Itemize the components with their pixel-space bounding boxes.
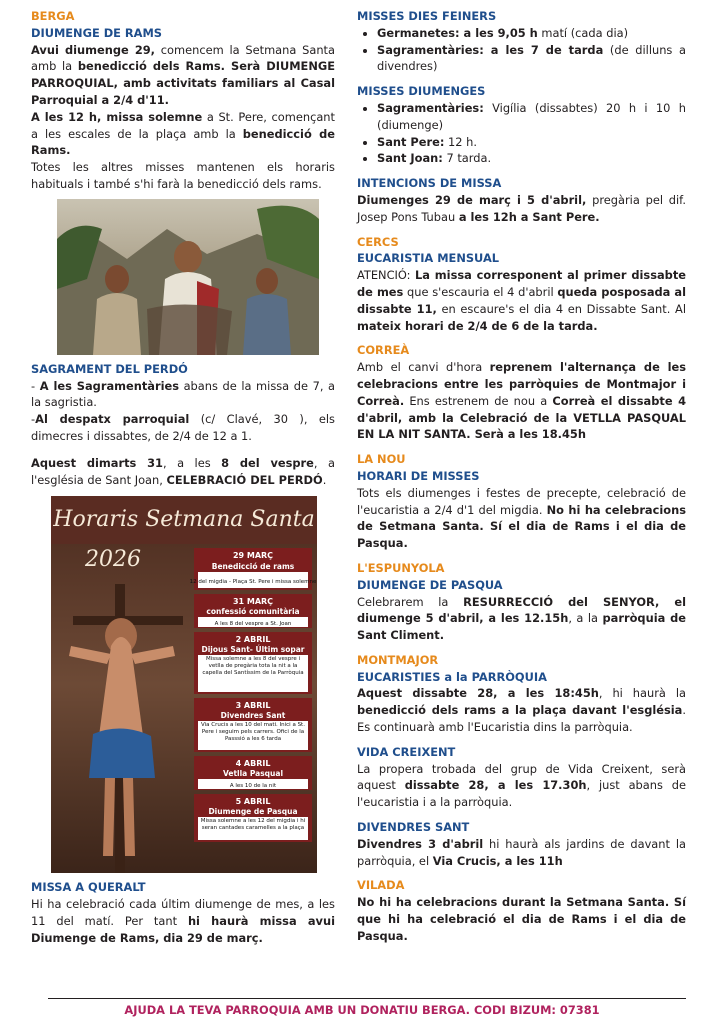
section-la-nou: LA NOU xyxy=(357,452,406,467)
svg-text:29 MARÇ: 29 MARÇ xyxy=(232,551,274,561)
palm-sunday-image xyxy=(57,199,319,355)
poster-year: 2026 xyxy=(85,547,141,573)
heading-diumenge-de-pasqua: DIUMENGE DE PASQUA xyxy=(357,577,503,592)
heading-divendres-sant: DIVENDRES SANT xyxy=(357,820,470,835)
svg-text:Vetlla Pasqual: Vetlla Pasqual xyxy=(222,769,284,779)
vida-creixent-paragraph: La propera trobada del grup de Vida Creixent, serà aquest dissabte 28, a les 17.30h, just abans de l'eucaristia i a la parròquia. xyxy=(357,761,686,810)
svg-text:31 MARÇ: 31 MARÇ xyxy=(232,597,274,607)
perdo-line-2: -Al despatx parroquial (c/ Clavé, 30 ), els dimecres i dissabtes, de 2/4 de 12 a 1. xyxy=(31,412,335,443)
poster-item xyxy=(194,756,312,790)
rams-paragraph-2: A les 12 h, missa solemne a St. Pere, començant a les escales de la plaça amb la benedicció de Rams. xyxy=(31,109,335,158)
vilada-paragraph: No hi ha celebracions durant la Setmana Santa. Sí que hi ha celebració el dia de Rams i el dia de Pasqua. xyxy=(357,895,686,943)
la-nou-paragraph: Tots els diumenges i festes de precepte, celebració de l'eucaristia a 2/4 d'1 del migdia. No hi ha celebracions de Setmana Santa. Sí el dia de Rams i el dia de Pasqua. xyxy=(357,485,686,551)
heading-intencions-de-missa: INTENCIONS DE MISSA xyxy=(357,176,502,191)
list-item: • Germanetes: a les 9,05 h matí (cada dia) xyxy=(377,25,686,42)
svg-text:4 ABRIL: 4 ABRIL xyxy=(235,759,271,769)
rams-paragraph-3: Totes les altres misses mantenen els horaris habituals i també s'hi farà la benedicció dels rams. xyxy=(31,160,335,191)
section-montmajor: MONTMAJOR xyxy=(357,652,439,667)
svg-text:3 ABRIL: 3 ABRIL xyxy=(235,701,271,711)
eucaristia-paragraph: ATENCIÓ: La missa corresponent al primer dissabte de mes que s'escauria el 4 d'abril queda posposada al dissabte 11, en escaure's el dia 4 en Dissabte Sant. Al mateix horari de 2/4 de 6 de la tarda. xyxy=(357,268,686,333)
section-vilada: VILADA xyxy=(357,878,405,893)
sunday-masses-list xyxy=(357,100,686,167)
section-cercs: CERCS xyxy=(357,234,399,249)
holy-week-poster xyxy=(51,496,317,873)
heading-vida-creixent: VIDA CREIXENT xyxy=(357,744,456,759)
svg-text:A les 10 de la nit: A les 10 de la nit xyxy=(229,783,277,790)
list-item: • Sagramentàries: a les 7 de tarda (de dilluns a divendres) xyxy=(377,42,686,76)
right-column xyxy=(357,8,686,945)
list-item: • Sant Joan: 7 tarda. xyxy=(377,150,686,167)
poster-title: Horaris Setmana Santa xyxy=(53,507,315,533)
montmajor-paragraph: Aquest dissabte 28, a les 18:45h, hi haurà la benedicció dels rams a la plaça davant l'església. Es continuarà amb l'Eucaristia dins la parròquia. xyxy=(357,686,686,735)
heading-eucaristia-mensual: EUCARISTIA MENSUAL xyxy=(357,251,500,266)
svg-text:Benedicció de rams: Benedicció de rams xyxy=(211,562,295,572)
section-correa: CORREÀ xyxy=(357,343,410,358)
heading-eucaristies-parroquia: EUCARISTIES a la PARRÒQUIA xyxy=(357,669,547,684)
intencions-paragraph: Diumenges 29 de març i 5 d'abril, pregària pel dif. Josep Pons Tubau a les 12h a Sant Pere. xyxy=(357,192,686,224)
left-column xyxy=(31,8,335,947)
svg-text:5 ABRIL: 5 ABRIL xyxy=(235,797,271,807)
divendres-sant-paragraph: Divendres 3 d'abril hi haurà als jardins de davant la parròquia, el Via Crucis, a les 11h xyxy=(357,836,686,868)
svg-text:Dijous Sant- Últim sopar: Dijous Sant- Últim sopar xyxy=(201,645,305,655)
poster-item xyxy=(194,594,312,628)
heading-sagrament-del-perdo: SAGRAMENT DEL PERDÓ xyxy=(31,361,188,376)
heading-missa-a-queralt: MISSA A QUERALT xyxy=(31,880,146,895)
svg-text:A les 8 del vespre a St. Joan: A les 8 del vespre a St. Joan xyxy=(214,621,292,628)
heading-misses-diumenges: MISSES DIUMENGES xyxy=(357,84,486,99)
donation-footer: AJUDA LA TEVA PARROQUIA AMB UN DONATIU BERGA. CODI BIZUM: 07381 xyxy=(124,1003,600,1017)
heading-misses-dies-feiners: MISSES DIES FEINERS xyxy=(357,9,497,23)
poster-item: 3 ABRIL Divendres Sant Via Crucis a les 10 del matí. Inici a St. Pere i seguim pels carrers. Ofici de la Passsió a les 6 tarda xyxy=(194,698,312,752)
heading-horari-de-misses: HORARI DE MISSES xyxy=(357,468,480,483)
poster-item: 5 ABRIL Diumenge de Pasqua Missa solemne a les 12 del migdia i hi seran cantades caramelles a la plaça xyxy=(194,794,312,842)
svg-text:Divendres Sant: Divendres Sant xyxy=(220,711,286,721)
heading-diumenge-de-rams: DIUMENGE DE RAMS xyxy=(31,25,163,40)
section-berga: BERGA xyxy=(31,9,75,23)
svg-text:confessió comunitària: confessió comunitària xyxy=(206,607,300,617)
svg-text:2 ABRIL: 2 ABRIL xyxy=(235,635,271,645)
svg-text:12 del migdia - Plaça St. Pere: 12 del migdia - Plaça St. Pere i missa solemne xyxy=(189,579,317,586)
espunyola-paragraph: Celebrarem la RESURRECCIÓ del SENYOR, el diumenge 5 d'abril, a les 12.15h, a la parròquia de Sant Climent. xyxy=(357,594,686,643)
rams-paragraph-1: Avui diumenge 29, comencem la Setmana Santa amb la benedicció dels Rams. Serà DIUMENGE PARROQUIAL, amb activitats familiars al Casal Parroquial a 2/4 d'11. xyxy=(31,42,335,107)
poster-item: 2 ABRIL Dijous Sant- Últim sopar Missa solemne a les 8 del vespre i vetlla de pregària tota la nit a la capella del Santíssim de la Parròquia xyxy=(194,632,312,694)
section-espunyola: L'ESPUNYOLA xyxy=(357,560,445,575)
weekday-masses-list xyxy=(357,25,686,75)
perdo-line-3: Aquest dimarts 31, a les 8 del vespre, a l'església de Sant Joan, CELEBRACIÓ DEL PERDÓ. xyxy=(31,455,335,487)
poster-item xyxy=(190,548,317,590)
queralt-paragraph: Hi ha celebració cada últim diumenge de mes, a les 11 del matí. Per tant hi haurà missa avui Diumenge de Rams, dia 29 de març. xyxy=(31,897,335,945)
correa-paragraph: Amb el canvi d'hora reprenem l'alternança de les celebracions entre les parròquies de Montmajor i Correà. Ens estrenem de nou a Correà el dissabte 4 d'abril, amb la Celebració de la VETLLA PASQUAL EN LA NIT SANTA. Serà a les 18.45h xyxy=(357,360,686,442)
footer-divider xyxy=(48,998,686,999)
list-item: • Sant Pere: 12 h. xyxy=(377,134,686,151)
perdo-line-1: - A les Sagramentàries abans de la missa de 7, a la sagristia. xyxy=(31,378,335,410)
list-item: • Sagramentàries: Vigília (dissabtes) 20 h i 10 h (diumenge) xyxy=(377,100,686,134)
svg-text:Diumenge de Pasqua: Diumenge de Pasqua xyxy=(208,807,298,817)
